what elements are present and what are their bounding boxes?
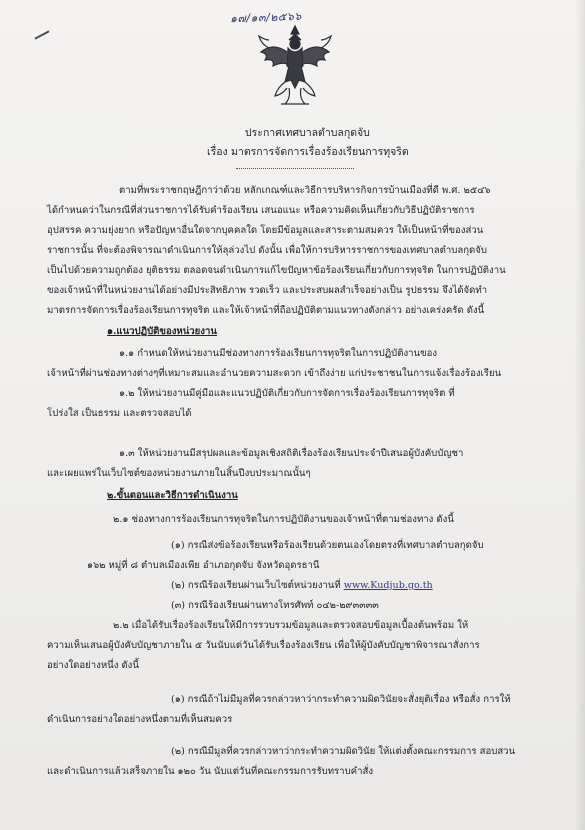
body-line: ราชการนั้น ที่จะต้องพิจารณาดำเนินการให้ลุล่วงไป ดังนั้น เพื่อให้การบริหารราชการของเทศบาลตำบลกุดจับ (47, 245, 487, 256)
handwritten-note: ๑๗/๑๓/๒๕๖๖ (229, 9, 302, 26)
body-line: ของเจ้าหน้าที่ในหน่วยงานได้อย่างมีประสิทธิภาพ รวดเร็ว และประสบผลสำเร็จอย่างเป็น รูปธรรม จึงได้จัดทำ (47, 285, 488, 296)
body-line: ตามที่พระราชกฤษฎีกาว่าด้วย หลักเกณฑ์และวิธีการบริหารกิจการบ้านเมืองที่ดี พ.ศ. ๒๕๔๖ (119, 185, 491, 196)
website-link[interactable]: www.Kudjub.go.th (343, 580, 433, 591)
body-line: เป็นไปด้วยความถูกต้อง ยุติธรรม ตลอดจนดำเนินการแก้ไขปัญหาข้อร้องเรียนเกี่ยวกับการทุจริต ในการปฏิบัติงาน (47, 265, 506, 276)
section-1-heading: ๑.แนวปฏิบัติของหน่วยงาน (107, 326, 217, 337)
announcement-title: ประกาศเทศบาลตำบลกุดจับ (245, 127, 370, 139)
body-line: ได้กำหนดว่าในกรณีที่ส่วนราชการได้รับคำร้องเรียน เสนอแนะ หรือความคิดเห็นเกี่ยวกับวิธีปฏิบัติราชการ (47, 205, 475, 216)
section-1-line: โปร่งใส เป็นธรรม และตรวจสอบได้ (47, 408, 192, 419)
title-divider (236, 168, 354, 169)
section-1-line: เจ้าหน้าที่ผ่านช่องทางต่างๆที่เหมาะสมและอำนวยความสะดวก เข้าถึงง่าย แก่ประชาชนในการแจ้งเรื่องร้องเรียน (47, 368, 502, 379)
announcement-subject: เรื่อง มาตรการจัดการเรื่องร้องเรียนการทุจริต (207, 146, 409, 158)
scan-edge-shadow (575, 0, 585, 830)
section-1-line: ๑.๒ ให้หน่วยงานมีคู่มือและแนวปฏิบัติเกี่ยวกับการจัดการเรื่องร้องเรียนการทุจริต ที่ (119, 388, 455, 399)
section-2-heading: ๒.ขั้นตอนและวิธีการดำเนินงาน (107, 490, 238, 501)
body-line: อุปสรรค ความยุ่งยาก หรือปัญหาอื่นใดจากบุคคลใด โดยมีข้อมูลและสาระตามสมควร ให้เป็นหน้าที่ของส่วน (47, 225, 484, 236)
website-label: (๒) กรณีร้องเรียนผ่านเว็บไซต์หน่วยงานที่ (171, 580, 341, 591)
section-2-line (171, 580, 433, 592)
section-2-line: (๓) กรณีร้องเรียนผ่านทางโทรศัพท์ ๐๔๒-๒๙๓๓๓๓ (171, 600, 379, 611)
section-2-line: (๑) กรณีส่งข้อร้องเรียนหรือร้องเรียนด้วยตนเองโดยตรงที่เทศบาลตำบลกุดจับ (171, 540, 484, 551)
section-2-line: ๑๖๒ หมู่ที่ ๘ ตำบลเมืองเพีย อำเภอกุดจับ จังหวัดอุดรธานี (87, 560, 320, 571)
section-2-line: (๒) กรณีมีมูลที่ควรกล่าวหาว่ากระทำความผิดวินัย ให้แต่งตั้งคณะกรรมการ สอบสวน (171, 746, 516, 757)
section-2-line: อย่างใดอย่างหนึ่ง ดังนี้ (47, 660, 139, 671)
section-2-line: ดำเนินการอย่างใดอย่างหนึ่งตามที่เห็นสมควร (47, 714, 233, 725)
section-2-line: ๒.๑ ช่องทางการร้องเรียนการทุจริตในการปฏิบัติงานของเจ้าหน้าที่ตามช่องทาง ดังนี้ (113, 514, 454, 525)
pen-mark (34, 30, 49, 39)
section-1-line: และเผยแพร่ในเว็บไซต์ของหน่วยงานภายในสิ้นปีงบประมาณนั้นๆ (47, 468, 311, 479)
section-1-line: ๑.๓ ให้หน่วยงานมีสรุปผลและข้อมูลเชิงสถิติเรื่องร้องเรียนประจำปีเสนอผู้บังคับบัญชา (119, 448, 464, 459)
section-2-line: ๒.๒ เมื่อได้รับเรื่องร้องเรียนให้มีการรวบรวมข้อมูลและตรวจสอบข้อมูลเบื้องต้นพร้อม ให้ (113, 620, 469, 631)
body-line: มาตรการจัดการเรื่องร้องเรียนการทุจริต และให้เจ้าหน้าที่ถือปฏิบัติตามแนวทางดังกล่าว อย่างเคร่งครัด ดังนี้ (47, 305, 485, 316)
garuda-emblem-icon (255, 22, 335, 108)
section-2-line: และดำเนินการแล้วเสร็จภายใน ๑๒๐ วัน นับแต่วันที่คณะกรรมการรับทราบคำสั่ง (47, 766, 374, 777)
section-2-line: ความเห็นเสนอผู้บังคับบัญชาภายใน ๕ วันนับแต่วันได้รับเรื่องร้องเรียน เพื่อให้ผู้บังคับบัญชาพิจารณาสั่งการ (47, 640, 480, 651)
section-2-line: (๑) กรณีถ้าไม่มีมูลที่ควรกล่าวหาว่ากระทำความผิดวินัยจะสั่งยุติเรื่อง หรือสั่ง การให้ (171, 694, 511, 705)
section-1-line: ๑.๑ กำหนดให้หน่วยงานมีช่องทางการร้องเรียนการทุจริตในการปฏิบัติงานของ (119, 348, 438, 359)
